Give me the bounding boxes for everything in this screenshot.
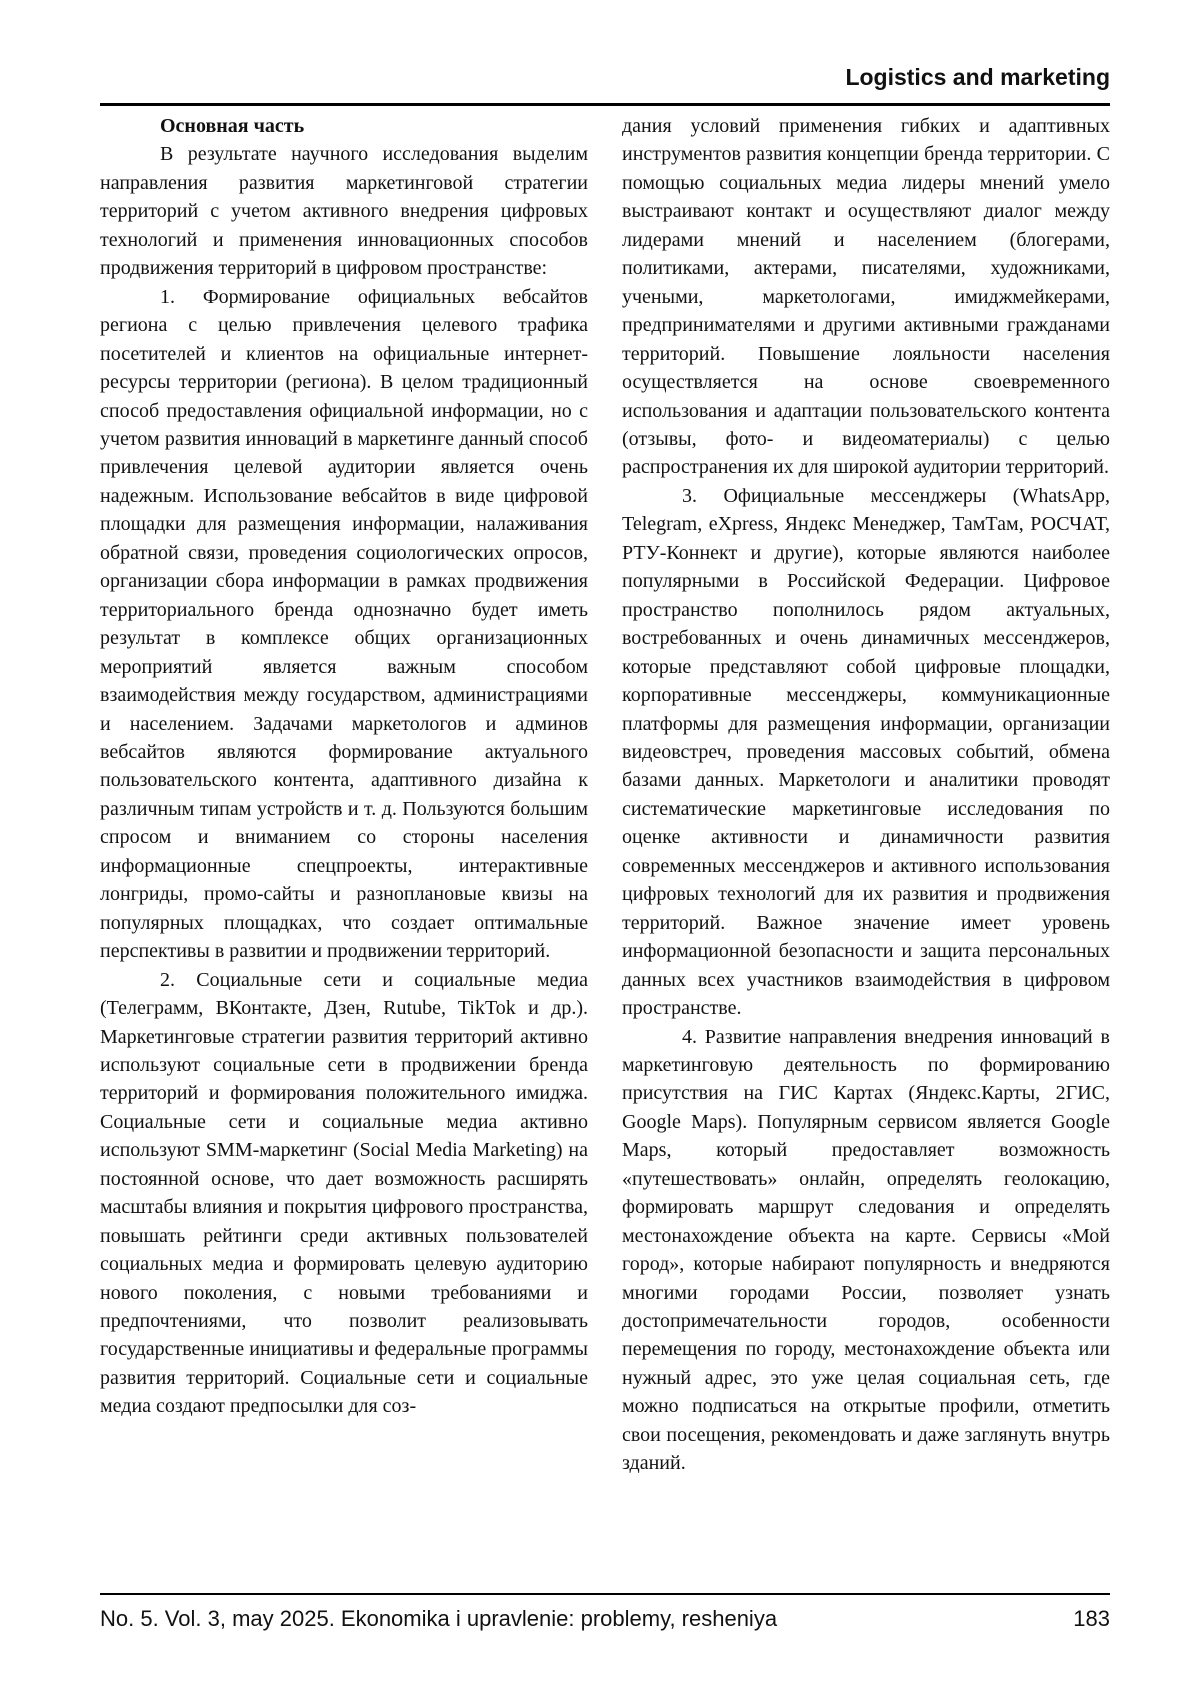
- running-header-title: Logistics and marketing: [845, 64, 1110, 90]
- paragraph-websites: 1. Формирование официальных вебсайтов региона с целью привлечения целевого трафика посетителей и клиентов на официальные интернет-ресурсы территории (региона). В целом традиционный способ предоставления официальной информации, но с учетом развития инноваций в маркетинге данный способ привлечения целевой аудитории является очень надежным. Использование вебсайтов в виде цифровой площадки для размещения информации, налаживания обратной связи, проведения социологических опросов, организации сбора информации в рамках продвижения территориального бренда однозначно будет иметь результат в комплексе общих организационных мероприятий является важным способом взаимодействия между государством, администрациями и населением. Задачами маркетологов и админов вебсайтов являются формирование актуального пользовательского контента, адаптивного дизайна к различным типам устройств и т. д. Пользуются большим спросом и вниманием со стороны населения информационные спецпроекты, интерактивные лонгриды, промо-сайты и разноплановые квизы на популярных площадках, что создает оптимальные перспективы в развитии и продвижении территорий.: [100, 285, 588, 963]
- paragraph-messengers: 3. Официальные мессенджеры (WhatsApp, Telegram, eXpress, Яндекс Менеджер, ТамТам, РОСЧАТ, РТУ-Коннект и другие), которые являются наиболее популярными в Российской Федерации. Цифровое пространство пополнилось рядом актуальных, востребованных и очень динамичных мессенджеров, которые представляют собой цифровые площадки, корпоративные мессенджеры, коммуникационные платформы для размещения информации, организации видеовстреч, проведения массовых событий, обмена базами данных. Маркетологи и аналитики проводят систематические маркетинговые исследования по оценке активности и динамичности развития современных мессенджеров и активного использования цифровых технологий для их развития и продвижения территорий. Важное значение имеет уровень информационной безопасности и защита персональных данных всех участников взаимодействия в цифровом пространстве.: [622, 484, 1110, 1020]
- paragraph-gis-maps: 4. Развитие направления внедрения инноваций в маркетинговую деятельность по формированию присутствия на ГИС Картах (Яндекс.Карты, 2ГИС, Google Maps). Популярным сервисом является Google Maps, который предоставляет возможность «путешествовать» онлайн, определять геолокацию, формировать маршрут следования и определять местонахождение объекта на карте. Сервисы «Мой город», которые набирают популярность и внедряются многими городами России, позволяет узнать достопримечательности городов, особенности перемещения по городу, местонахождение объекта или нужный адрес, это уже целая социальная сеть, где можно подписаться на открытые профили, отметить свои посещения, рекомендовать и даже заглянуть внутрь зданий.: [622, 1025, 1110, 1475]
- footer-citation: No. 5. Vol. 3, may 2025. Ekonomika i upravlenie: problemy, resheniya: [100, 1606, 778, 1631]
- paragraph-social-media: 2. Социальные сети и социальные медиа (Телеграмм, ВКонтакте, Дзен, Rutube, TikTok и др.). Маркетинговые стратегии развития территорий активно используют социальные сети в продвижении бренда территорий и формирования положительного имиджа. Социальные сети и социальные медиа активно используют SMM-маркетинг (Social Media Marketing) на постоянной основе, что дает возможность расширять масштабы влияния и покрытия цифрового пространства, повышать рейтинги среди активных пользователей социальных медиа и формировать целевую аудиторию нового поколения, с новыми требованиями и предпочтениями, что позволит реализовывать государственные инициативы и федеральные программы развития территорий. Социальные сети и социальные медиа создают предпосылки для соз-: [100, 968, 588, 1418]
- section-heading: Основная часть: [160, 115, 305, 137]
- footer-rule: [100, 1593, 1110, 1595]
- right-column: [622, 112, 1110, 1588]
- header-rule: [100, 103, 1110, 106]
- left-column: [100, 112, 588, 1588]
- intro-paragraph: В результате научного исследования выделим направления развития маркетинговой стратегии территорий с учетом активного внедрения цифровых технологий и применения инновационных способов продвижения территорий в цифровом пространстве:: [100, 143, 588, 280]
- paragraph-social-media-continued: дания условий применения гибких и адаптивных инструментов развития концепции бренда территории. С помощью социальных медиа лидеры мнений умело выстраивают контакт и осуществляют диалог между лидерами мнений и населением (блогерами, политиками, актерами, писателями, художниками, учеными, маркетологами, имиджмейкерами, предпринимателями и другими активными гражданами территорий. Повышение лояльности населения осуществляется на основе своевременного использования и адаптации пользовательского контента (отзывы, фото- и видеоматериалы) с целью распространения их для широкой аудитории территорий.: [622, 115, 1110, 479]
- page-number: 183: [1073, 1606, 1110, 1631]
